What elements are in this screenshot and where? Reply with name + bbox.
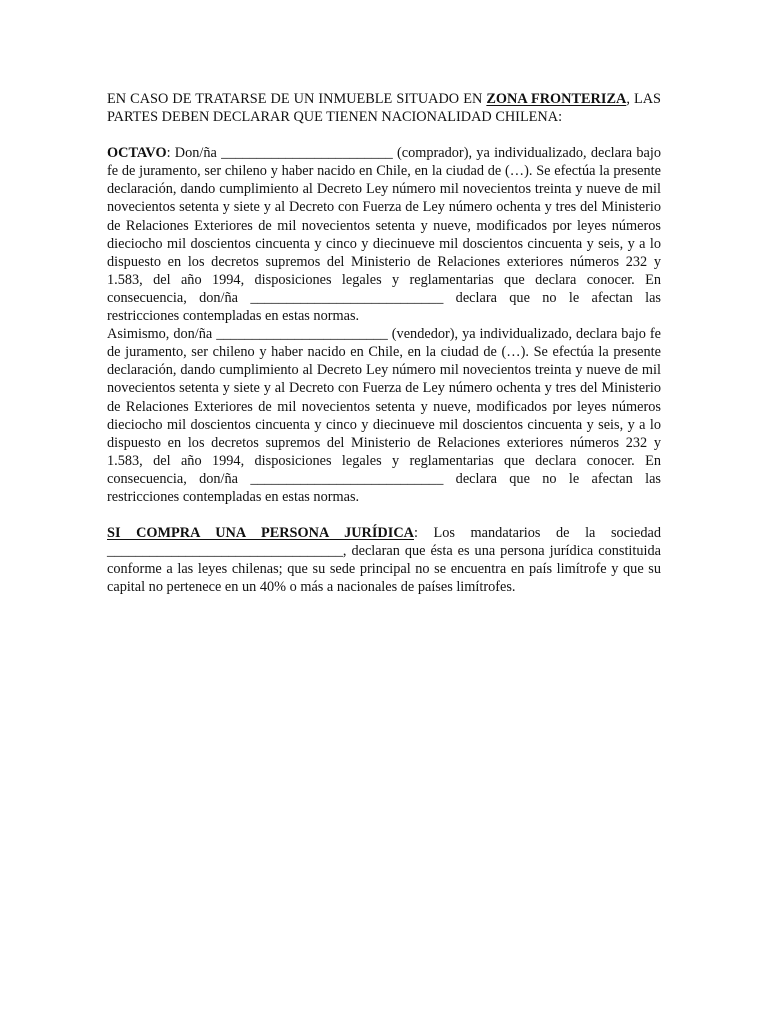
- clause-asimismo-text-2: (vendedor), ya individualizado, declara bajo fe de juramento, ser chileno y haber nacido en Chile, en la ciudad de (…). Se efectúa la presente declaración, dando cumplimiento al Decreto Ley número mil novecientos treinta y nueve de mil novecientos setenta y siete y al Decreto con Fuerza de Ley número ochenta y tres del Ministerio de Relaciones Exteriores de mil novecientos setenta y nueve, modificados por leyes números dieciocho mil doscientos cincuenta y cinco y diecinueve mil doscientos cincuenta y seis, y a lo dispuesto en los decretos supremos del Ministerio de Relaciones exteriores números 232 y 1.583, del año 1994, disposiciones legales y reglamentarias que declara conocer. En consecuencia, don/ña: [107, 326, 661, 487]
- buyer-name-blank: ________________________: [221, 145, 393, 162]
- heading-prefix: EN CASO DE TRATARSE DE UN INMUEBLE SITUADO EN: [107, 91, 487, 107]
- clause-juridica-label: SI COMPRA UNA PERSONA JURÍDICA: [107, 525, 414, 542]
- buyer-name-blank-2: ___________________________: [250, 289, 444, 306]
- clause-persona-juridica: [107, 524, 661, 596]
- document-page: [107, 90, 661, 596]
- clause-asimismo: [107, 325, 661, 506]
- clause-asimismo-text-3: declara que no le afectan las restricciones contempladas en estas normas.: [107, 470, 661, 505]
- paragraph-spacer-2: [107, 506, 661, 524]
- seller-name-blank-2: ___________________________: [250, 470, 444, 487]
- border-zone-heading: [107, 90, 661, 126]
- heading-zona-fronteriza: ZONA FRONTERIZA: [486, 91, 627, 107]
- clause-octavo-text-2: (comprador), ya individualizado, declara bajo fe de juramento, ser chileno y haber nacido en Chile, en la ciudad de (…). Se efectúa la presente declaración, dando cumplimiento al Decreto Ley número mil novecientos treinta y nueve de mil novecientos setenta y siete y al Decreto con Fuerza de Ley número ochenta y tres del Ministerio de Relaciones Exteriores de mil novecientos setenta y nueve, modificados por leyes números dieciocho mil doscientos cincuenta y cinco y diecinueve mil doscientos cincuenta y seis, y a lo dispuesto en los decretos supremos del Ministerio de Relaciones exteriores números 232 y 1.583, del año 1994, disposiciones legales y reglamentarias que declara conocer. En consecuencia, don/ña: [107, 145, 661, 306]
- clause-octavo-text-3: declara que no le afectan las restricciones contempladas en estas normas.: [107, 289, 661, 325]
- clause-juridica-text-2: , declaran que ésta es una persona jurídica constituida conforme a las leyes chilenas; que su sede principal no se encuentra en país limítrofe y que su capital no pertenece en un 40% o más a nacionales de países limítrofes.: [107, 543, 661, 596]
- seller-name-blank: ________________________: [216, 326, 388, 343]
- company-name-blank: _________________________________: [107, 543, 343, 560]
- clause-octavo-text-1: : Don/ña: [166, 145, 222, 162]
- heading-suffix: , LAS PARTES DEBEN DECLARAR QUE TIENEN NACIONALIDAD CHILENA:: [107, 91, 661, 126]
- clause-juridica-text-1: : Los mandatarios de la sociedad: [413, 525, 661, 542]
- clause-asimismo-text-1: Asimismo, don/ña: [107, 326, 217, 343]
- clause-octavo: [107, 144, 661, 325]
- clause-octavo-label: OCTAVO: [107, 145, 167, 162]
- paragraph-spacer: [107, 126, 661, 144]
